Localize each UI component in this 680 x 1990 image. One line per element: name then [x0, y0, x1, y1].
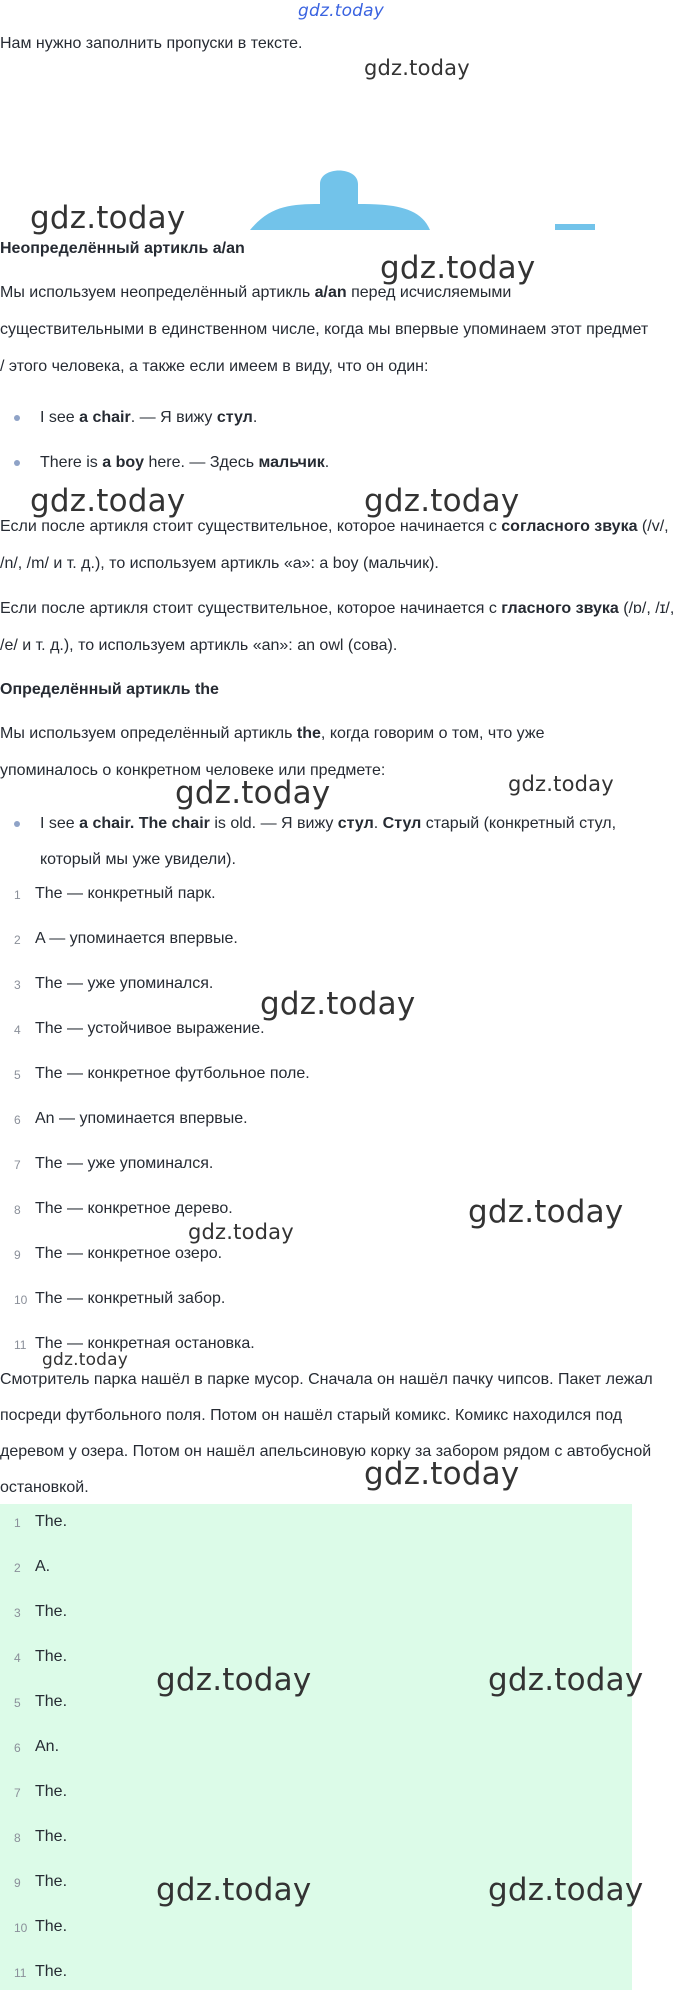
list-number: 9: [14, 1248, 21, 1262]
list-number: 5: [14, 1068, 21, 1082]
answer-item: The.: [35, 1693, 68, 1710]
watermark: gdz.today: [468, 1194, 624, 1230]
bullet-marker: [14, 415, 20, 421]
answer-item: The.: [35, 1828, 68, 1845]
watermark: gdz.today: [156, 1872, 312, 1908]
answer-number: 2: [14, 1561, 21, 1575]
list-number: 2: [14, 933, 21, 947]
answer-number: 6: [14, 1741, 21, 1755]
list-item: The — конкретный забор.: [35, 1290, 226, 1307]
definite-paragraph: Мы используем определённый артикль the, когда говорим о том, что уже упоминалось о конкретном человеке или предмете:: [0, 725, 545, 779]
answer-item: The.: [35, 1918, 68, 1935]
heading-definite-article: Определённый артикль the: [0, 681, 219, 698]
answer-item: The.: [35, 1963, 68, 1980]
list-item: The — конкретное футбольное поле.: [35, 1065, 310, 1082]
answer-number: 8: [14, 1831, 21, 1845]
vowel-paragraph: Если после артикля стоит существительное, которое начинается с гласного звука (/ɒ/, /ɪ/, /e/ и т. д.), то используем артикль «an»: an owl (сова).: [0, 600, 675, 654]
watermark: gdz.today: [175, 775, 331, 811]
watermark: gdz.today: [30, 200, 186, 236]
watermark: gdz.today: [42, 1350, 129, 1370]
watermark: gdz.today: [364, 483, 520, 519]
watermark: gdz.today: [30, 483, 186, 519]
watermark: gdz.today: [380, 250, 536, 286]
list-number: 10: [14, 1293, 28, 1307]
list-number: 7: [14, 1158, 21, 1172]
watermark: gdz.today: [156, 1662, 312, 1698]
heading-indefinite-article: Неопределённый артикль a/an: [0, 240, 245, 257]
watermark: gdz.today: [364, 1456, 520, 1492]
list-item: The — конкретный парк.: [35, 885, 216, 902]
list-item: A — упоминается впервые.: [35, 930, 238, 947]
answer-number: 3: [14, 1606, 21, 1620]
example-a-chair: I see a chair. — Я вижу стул.: [40, 409, 258, 426]
watermark: gdz.today: [260, 986, 416, 1022]
watermark: gdz.today: [488, 1872, 644, 1908]
list-item: The — устойчивое выражение.: [35, 1020, 265, 1037]
answer-number: 1: [14, 1516, 21, 1530]
list-number: 3: [14, 978, 21, 992]
answer-number: 4: [14, 1651, 21, 1665]
answer-number: 5: [14, 1696, 21, 1710]
list-item: The — уже упоминался.: [35, 1155, 214, 1172]
consonant-paragraph: Если после артикля стоит существительное, которое начинается с согласного звука (/v/, /n/, /m/ и т. д.), то используем артикль «a»: a boy (мальчик).: [0, 518, 669, 572]
bullet-marker: [14, 821, 20, 827]
list-number: 4: [14, 1023, 21, 1037]
indefinite-paragraph: Мы используем неопределённый артикль a/an перед исчисляемыми существительными в единственном числе, когда мы впервые упоминаем этот предмет / этого человека, а также если имеем в виду, что он один:: [0, 284, 649, 375]
answers-box: [0, 1504, 632, 1990]
watermark: gdz.today: [488, 1662, 644, 1698]
answer-item: An.: [35, 1738, 60, 1755]
list-item: The — конкретная остановка.: [35, 1335, 255, 1352]
answer-item: The.: [35, 1603, 68, 1620]
decorative-image: [250, 166, 600, 230]
list-item: The — конкретное дерево.: [35, 1200, 233, 1217]
answer-number: 9: [14, 1876, 21, 1890]
answer-item: The.: [35, 1873, 68, 1890]
answer-number: 11: [14, 1966, 27, 1980]
list-item: An — упоминается впервые.: [35, 1110, 248, 1127]
watermark-top: gdz.today: [298, 1, 385, 21]
example-the-chair: I see a chair. The chair is old. — Я вижу стул. Стул старый (конкретный стул, который мы уже увидели).: [40, 815, 617, 868]
example-a-boy: There is a boy here. — Здесь мальчик.: [40, 454, 330, 471]
answer-item: The.: [35, 1513, 68, 1530]
answer-number: 7: [14, 1786, 21, 1800]
list-item: The — уже упоминался.: [35, 975, 214, 992]
watermark: gdz.today: [364, 56, 470, 80]
answer-number: 10: [14, 1921, 28, 1935]
translation-paragraph: Смотритель парка нашёл в парке мусор. Сначала он нашёл пачку чипсов. Пакет лежал посреди футбольного поля. Потом он нашёл старый комикс. Комикс находился под деревом у озера. Потом он нашёл апельсиновую корку за забором рядом с автобусной остановкой.: [0, 1371, 653, 1496]
list-number: 1: [14, 888, 21, 902]
answer-item: The.: [35, 1783, 68, 1800]
watermark: gdz.today: [188, 1220, 294, 1244]
list-number: 6: [14, 1113, 21, 1127]
list-item: The — конкретное озеро.: [35, 1245, 223, 1262]
bullet-marker: [14, 460, 20, 466]
intro-text: Нам нужно заполнить пропуски в тексте.: [0, 35, 303, 52]
watermark: gdz.today: [508, 772, 614, 796]
list-number: 8: [14, 1203, 21, 1217]
list-number: 11: [14, 1338, 27, 1352]
answer-item: A.: [35, 1558, 51, 1575]
answer-item: The.: [35, 1648, 68, 1665]
